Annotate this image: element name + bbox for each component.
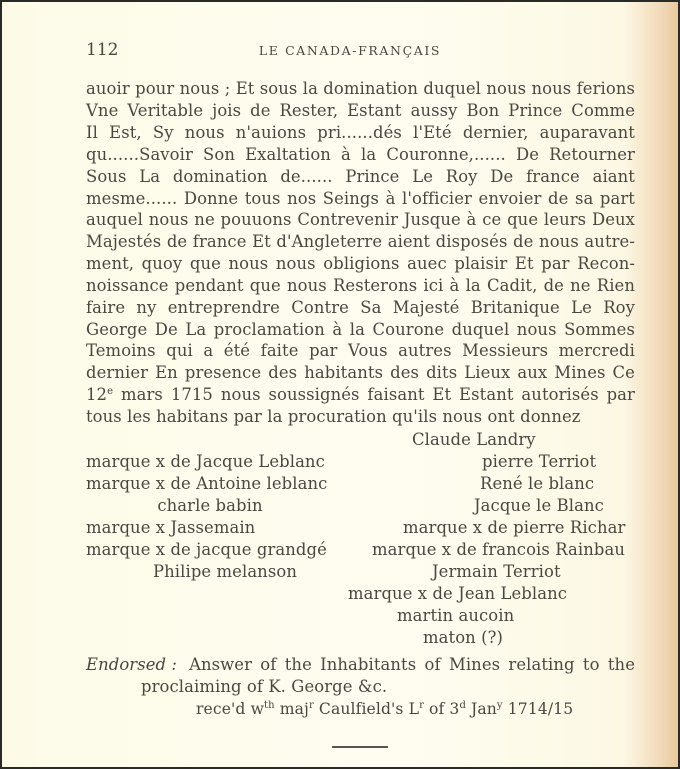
signature-right: pierre Terriot — [482, 452, 597, 471]
body-line: auquel nous ne pouuons Contrevenir Jusque à ce que leurs Deux — [86, 210, 635, 229]
signature-right: marque x de pierre Richar — [403, 518, 626, 537]
body-line: faire ny entreprendre Contre Sa Majesté Britanique Le Roy — [86, 298, 635, 317]
body-line: Majestés de france Et d'Angleterre aient disposés de nous autre- — [86, 232, 635, 251]
endorsed-label: Endorsed : — [86, 655, 178, 674]
received-text: Jan — [465, 700, 497, 718]
endorsement-line-3 — [196, 699, 573, 719]
date-rest: mars 1715 nous soussignés faisant Et Estant autorisés par — [113, 385, 635, 404]
body-line: noissance pendant que nous Resterons ici à la Cadit, de ne Rien — [86, 276, 635, 295]
signature-right: René le blanc — [480, 474, 595, 493]
signature-left: marque x de Jacque Leblanc — [86, 452, 325, 471]
sup: y — [496, 700, 503, 711]
signature-left-text: Philipe melanson — [153, 562, 297, 581]
body-line: ment, quoy que nous nous obligions auec plaisir Et par Recon- — [86, 254, 635, 273]
signature-right: Jermain Terriot — [432, 562, 561, 581]
sup: d — [459, 700, 466, 711]
received-text: of 3 — [423, 700, 460, 718]
signature-claude-landry: Claude Landry — [412, 430, 536, 449]
date-day-suffix: e — [107, 386, 114, 397]
endorsement-text: Answer of the Inhabitants of Mines relating to the — [189, 655, 635, 674]
body-line: qu......Savoir Son Exaltation à la Couronne,...... De Retourner — [86, 145, 635, 164]
signature-left: marque x Jassemain — [86, 518, 256, 537]
body-line: Vne Veritable jois de Rester, Estant aussy Bon Prince Comme — [86, 101, 635, 120]
signature-left: marque x de Antoine leblanc — [86, 474, 328, 493]
book-page — [2, 2, 678, 767]
signature-right: marque x de francois Rainbau — [372, 540, 626, 559]
signature-right: marque x de Jean Leblanc — [348, 584, 567, 603]
end-rule — [332, 746, 388, 748]
sup: r — [308, 700, 314, 711]
body-line: Il Est, Sy nous n'auions pri......dés l'Eté dernier, auparavant — [86, 123, 635, 142]
body-line: Temoins qui a été faite par Vous autres Messieurs mercredi — [86, 341, 635, 360]
date-day: 12 — [86, 385, 108, 404]
body-line: George De La proclamation à la Courone duquel nous Sommes — [86, 320, 635, 339]
body-line: mesme...... Donne tous nos Seings à l'officier envoier de sa part — [86, 189, 635, 208]
body-line-date — [86, 385, 635, 405]
received-text: Caulfield's L — [313, 700, 420, 718]
received-text: maj — [274, 700, 309, 718]
body-line: dernier En presence des habitants des dits Lieux aux Mines Ce — [86, 363, 635, 382]
sup: th — [264, 700, 275, 711]
page-number: 112 — [86, 40, 119, 60]
signature-right: martin aucoin — [397, 606, 515, 625]
received-text: rece'd w — [196, 700, 265, 718]
running-title: LE CANADA-FRANÇAIS — [258, 43, 442, 58]
signature-left-text: charle babin — [157, 496, 263, 515]
endorsement-line-2: proclaiming of K. George &c. — [141, 677, 388, 696]
body-line-final: tous les habitans par la procuration qu'ils nous ont donnez — [86, 407, 581, 426]
sup: r — [419, 700, 424, 711]
signature-left — [86, 496, 334, 516]
signature-right: Jacque le Blanc — [474, 496, 604, 515]
signature-left — [86, 562, 364, 582]
received-text: 1714/15 — [502, 700, 574, 718]
endorsement-line-1 — [86, 655, 635, 675]
signature-right: maton (?) — [423, 628, 504, 647]
body-line: Sous La domination de...... Prince Le Roy De france aiant — [86, 167, 635, 186]
signature-left: marque x de jacque grandgé — [86, 540, 327, 559]
body-line: auoir pour nous ; Et sous la domination duquel nous nous ferions — [86, 79, 635, 98]
